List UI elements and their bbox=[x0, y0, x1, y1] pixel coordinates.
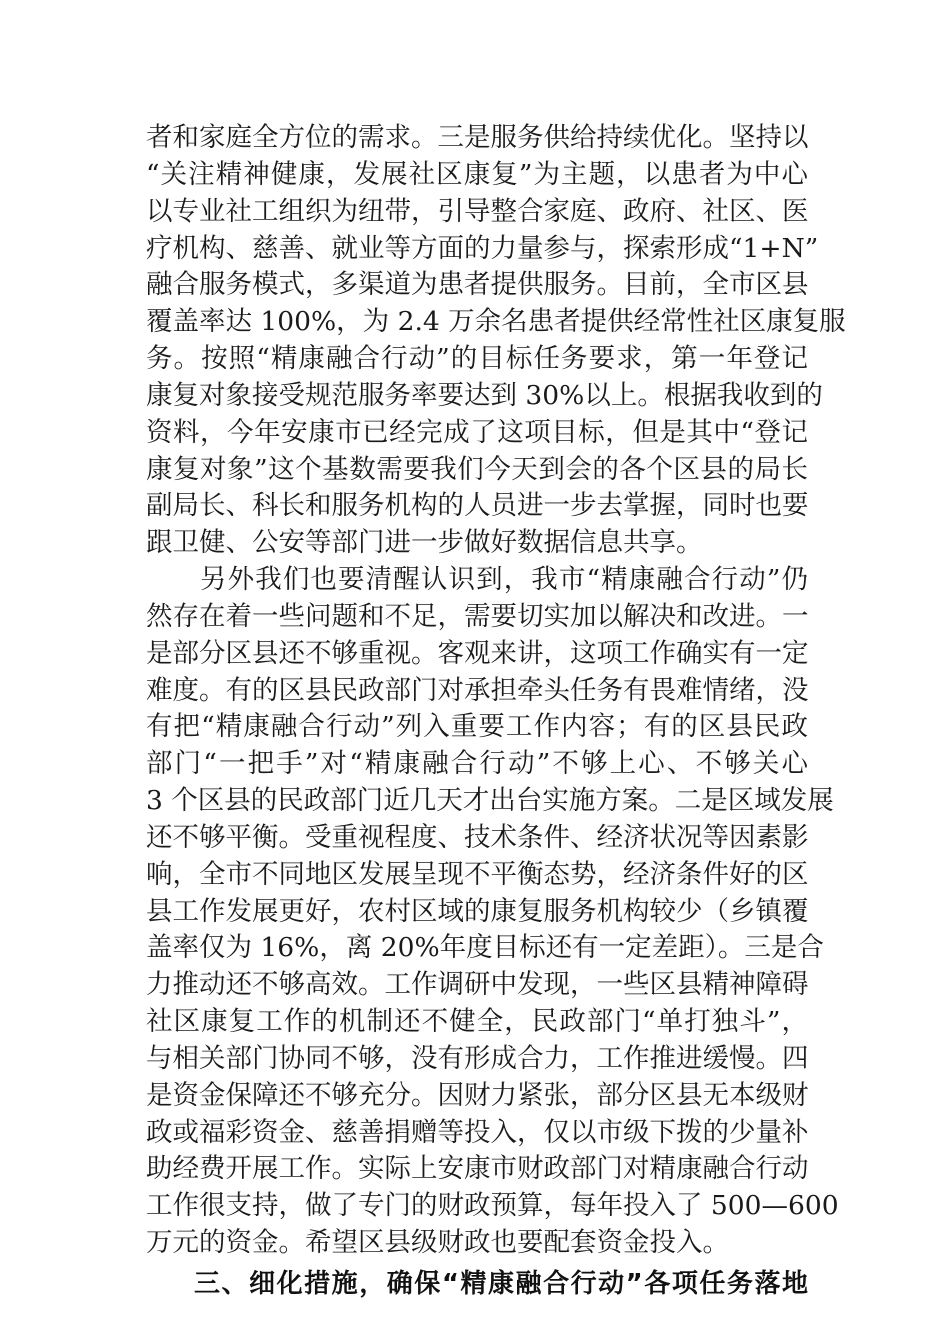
paragraph-1-line-7: 务。按照“精康融合行动”的目标任务要求，第一年登记 bbox=[146, 343, 808, 375]
paragraph-1-line-8: 康复对象接受规范服务率要达到 30%以上。根据我收到的 bbox=[146, 379, 823, 411]
paragraph-1-line-9: 资料，今年安康市已经完成了这项目标，但是其中“登记 bbox=[146, 416, 808, 448]
paragraph-1-line-1: 者和家庭全方位的需求。三是服务供给持续优化。坚持以 bbox=[146, 122, 809, 153]
paragraph-2-line-12: 力推动还不够高效。工作调研中发现，一些区县精神障碍 bbox=[146, 969, 809, 1001]
paragraph-1-line-4: 疗机构、慈善、就业等方面的力量参与，探索形成“1+N” bbox=[146, 232, 819, 264]
paragraph-2-line-3: 是部分区县还不够重视。客观来讲，这项工作确实有一定 bbox=[146, 637, 809, 669]
paragraph-2-line-13: 社区康复工作的机制还不健全，民政部门“单打独斗”， bbox=[146, 1006, 808, 1038]
paragraph-2-line-19: 万元的资金。希望区县级财政也要配套资金投入。 bbox=[146, 1227, 729, 1259]
paragraph-2-line-10: 县工作发展更好，农村区域的康复服务机构较少（乡镇覆 bbox=[146, 895, 809, 927]
paragraph-1-line-5: 融合服务模式，多渠道为患者提供服务。目前，全市区县 bbox=[146, 269, 809, 301]
paragraph-2-line-5: 有把“精康融合行动”列入重要工作内容；有的区县民政 bbox=[146, 711, 808, 743]
paragraph-2-line-18: 工作很支持，做了专门的财政预算，每年投入了 500—600 bbox=[146, 1190, 839, 1222]
paragraph-2-line-4: 难度。有的区县民政部门对承担牵头任务有畏难情绪，没 bbox=[146, 674, 809, 706]
paragraph-2-line-17: 助经费开展工作。实际上安康市财政部门对精康融合行动 bbox=[146, 1153, 809, 1185]
section-heading-3: 三、细化措施，确保“精康融合行动”各项任务落地 bbox=[194, 1269, 808, 1299]
paragraph-1-line-12: 跟卫健、公安等部门进一步做好数据信息共享。 bbox=[146, 527, 703, 559]
paragraph-1-line-10: 康复对象”这个基数需要我们今天到会的各个区县的局长 bbox=[146, 453, 808, 485]
paragraph-2-line-16: 政或福彩资金、慈善捐赠等投入，仅以市级下拨的少量补 bbox=[146, 1116, 809, 1148]
paragraph-2-line-14: 与相关部门协同不够，没有形成合力，工作推进缓慢。四 bbox=[146, 1042, 809, 1074]
paragraph-2-line-8: 还不够平衡。受重视程度、技术条件、经济状况等因素影 bbox=[146, 821, 809, 853]
paragraph-2-line-11: 盖率仅为 16%，离 20%年度目标还有一定差距）。三是合 bbox=[146, 932, 824, 964]
paragraph-2-line-6: 部门“一把手”对“精康融合行动”不够上心、不够关心 bbox=[146, 748, 808, 780]
paragraph-2-line-2: 然存在着一些问题和不足，需要切实加以解决和改进。一 bbox=[146, 600, 809, 632]
paragraph-1-line-11: 副局长、科长和服务机构的人员进一步去掌握，同时也要 bbox=[146, 490, 809, 522]
paragraph-2-line-7: 3 个区县的民政部门近几天才出台实施方案。二是区域发展 bbox=[146, 785, 834, 817]
paragraph-2-line-9: 响，全市不同地区发展呈现不平衡态势，经济条件好的区 bbox=[146, 858, 809, 890]
paragraph-2-line-15: 是资金保障还不够充分。因财力紧张，部分区县无本级财 bbox=[146, 1079, 809, 1111]
paragraph-1-line-2: “关注精神健康，发展社区康复”为主题，以患者为中心 bbox=[146, 158, 808, 190]
paragraph-1-line-3: 以专业社工组织为纽带，引导整合家庭、政府、社区、医 bbox=[146, 195, 809, 227]
paragraph-1-line-6: 覆盖率达 100%，为 2.4 万余名患者提供经常性社区康复服 bbox=[146, 306, 846, 338]
paragraph-2-line-1: 另外我们也要清醒认识到，我市“精康融合行动”仍 bbox=[200, 564, 808, 596]
